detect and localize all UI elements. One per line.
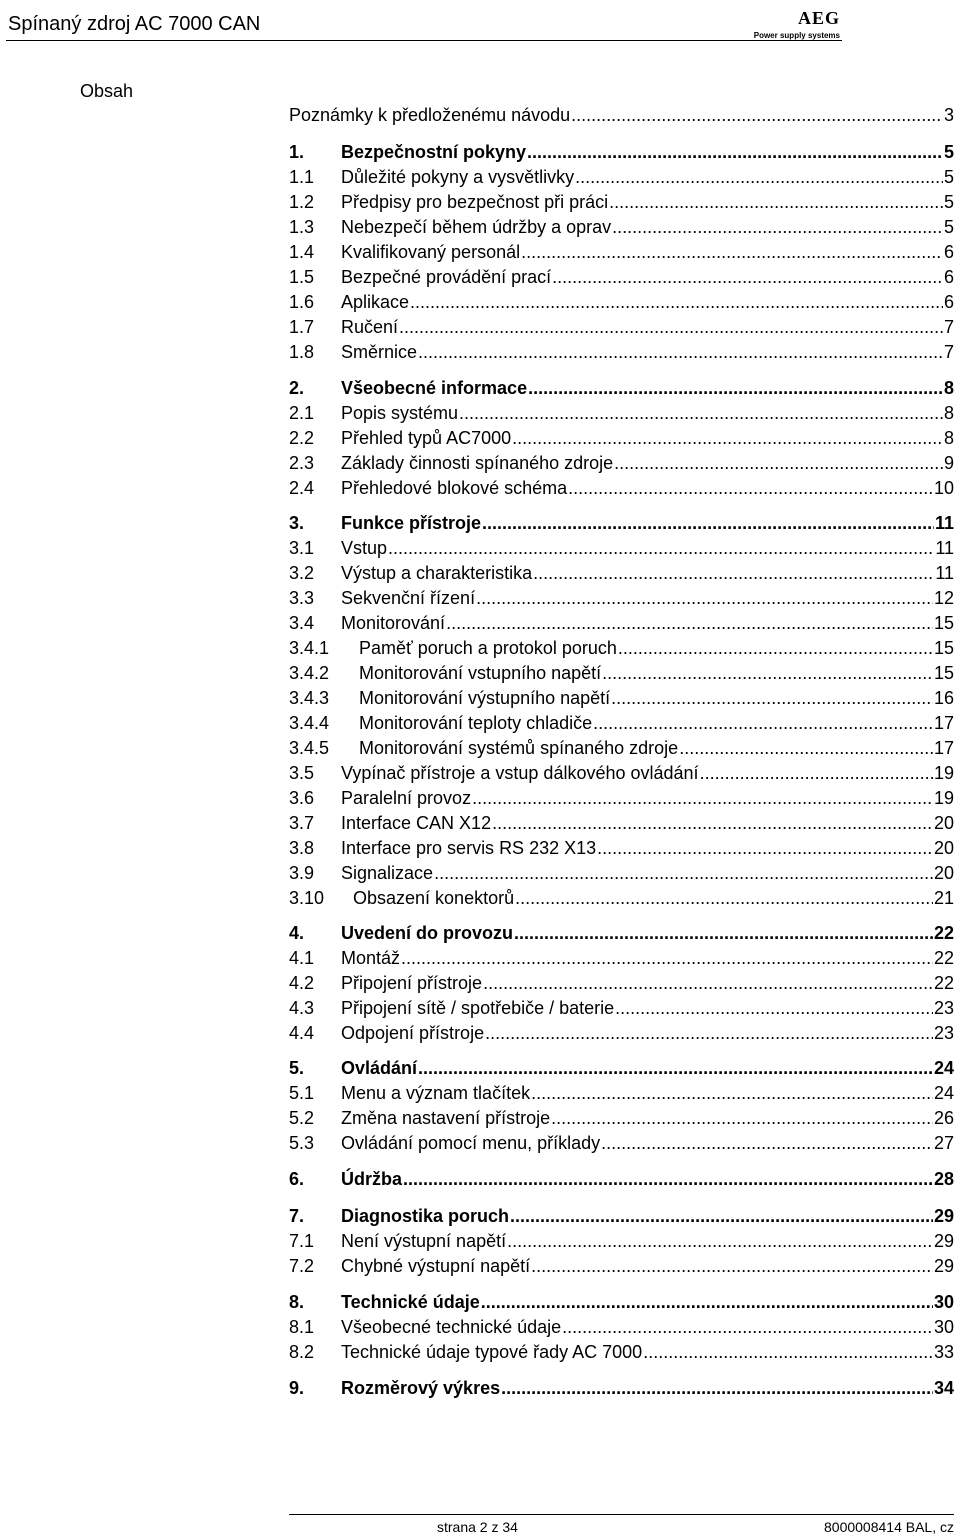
toc-entry-number: 1.6 xyxy=(289,292,315,312)
toc-entry-page: 27 xyxy=(933,1133,954,1153)
toc-entry-label: Výstup a charakteristika xyxy=(341,563,533,583)
toc-dot-leader xyxy=(611,686,933,710)
toc-entry[interactable] xyxy=(289,861,954,885)
toc-entry[interactable] xyxy=(289,315,954,339)
toc-entry-page: 10 xyxy=(933,478,954,498)
toc-entry-label: Připojení přístroje xyxy=(341,973,483,993)
toc-entry-page: 19 xyxy=(933,788,954,808)
toc-entry[interactable] xyxy=(289,1229,954,1253)
toc-dot-leader xyxy=(510,1204,933,1228)
toc-entry-number: 3.4.5 xyxy=(289,738,330,758)
toc-entry-page: 33 xyxy=(933,1342,954,1362)
page-header xyxy=(6,8,842,41)
toc-entry-label: Předpisy pro bezpečnost při práci xyxy=(341,192,609,212)
toc-entry[interactable] xyxy=(289,1021,954,1045)
toc-entry-label: Všeobecné informace xyxy=(341,378,528,398)
toc-dot-leader xyxy=(512,426,943,450)
toc-entry-label: Přehledové blokové schéma xyxy=(341,478,568,498)
toc-entry-page: 6 xyxy=(943,242,954,262)
toc-entry-label: Všeobecné technické údaje xyxy=(341,1317,562,1337)
toc-entry-number: 2.3 xyxy=(289,453,315,473)
toc-entry-number: 3.5 xyxy=(289,763,315,783)
toc-entry-number: 2. xyxy=(289,378,305,398)
toc-entry-label: Technické údaje typové řady AC 7000 xyxy=(341,1342,643,1362)
toc-entry-label: Ovládání xyxy=(341,1058,418,1078)
toc-dot-leader xyxy=(571,103,943,127)
toc-entry-label: Kvalifikovaný personál xyxy=(341,242,521,262)
toc-entry[interactable] xyxy=(289,451,954,475)
toc-entry-number: 1.7 xyxy=(289,317,315,337)
toc-dot-leader xyxy=(515,886,933,910)
toc-entry-page: 5 xyxy=(943,167,954,187)
toc-entry-page: 15 xyxy=(933,613,954,633)
toc-entry-number: 4.4 xyxy=(289,1023,315,1043)
toc-dot-leader xyxy=(568,476,933,500)
toc-entry-label: Interface CAN X12 xyxy=(341,813,492,833)
toc-dot-leader xyxy=(418,340,943,364)
toc-entry-number: 3.3 xyxy=(289,588,315,608)
toc-entry-label: Aplikace xyxy=(341,292,410,312)
toc-dot-leader xyxy=(679,736,933,760)
toc-entry[interactable] xyxy=(289,1081,954,1105)
toc-entry[interactable] xyxy=(289,971,954,995)
toc-entry-label: Sekvenční řízení xyxy=(341,588,476,608)
toc-dot-leader xyxy=(501,1376,933,1400)
toc-entry-page: 24 xyxy=(933,1083,954,1103)
toc-entry[interactable] xyxy=(289,511,954,535)
toc-entry-page: 6 xyxy=(943,267,954,287)
toc-entry-page: 20 xyxy=(933,838,954,858)
toc-entry-label: Vstup xyxy=(341,538,388,558)
toc-dot-leader xyxy=(562,1315,933,1339)
toc-entry-number: 5.1 xyxy=(289,1083,315,1103)
toc-dot-leader xyxy=(609,190,943,214)
toc-entry-page: 23 xyxy=(933,1023,954,1043)
toc-dot-leader xyxy=(418,1056,933,1080)
toc-entry-number: 7. xyxy=(289,1206,305,1226)
toc-entry[interactable] xyxy=(289,636,954,660)
toc-entry-label: Připojení sítě / spotřebiče / baterie xyxy=(341,998,615,1018)
toc-entry-page: 34 xyxy=(933,1378,954,1398)
toc-entry-label: Bezpečné provádění prací xyxy=(341,267,552,287)
toc-dot-leader xyxy=(643,1340,933,1364)
toc-dot-leader xyxy=(700,761,933,785)
toc-entry[interactable] xyxy=(289,1290,954,1314)
toc-entry[interactable] xyxy=(289,786,954,810)
toc-entry-label: Popis systému xyxy=(341,403,459,423)
toc-entry-number: 3.4 xyxy=(289,613,315,633)
toc-dot-leader xyxy=(597,836,933,860)
toc-entry-page: 8 xyxy=(943,403,954,423)
logo-mark: AEG xyxy=(797,8,840,28)
toc-entry-number: 1.1 xyxy=(289,167,315,187)
toc-entry-label: Změna nastavení přístroje xyxy=(341,1108,551,1128)
toc-entry-number: 3.4.4 xyxy=(289,713,330,733)
toc-entry[interactable] xyxy=(289,103,954,127)
toc-entry-label: Ovládání pomocí menu, příklady xyxy=(341,1133,601,1153)
toc-entry[interactable] xyxy=(289,1315,954,1339)
toc-entry-page: 24 xyxy=(933,1058,954,1078)
document-title: Spínaný zdroj AC 7000 CAN xyxy=(8,13,261,35)
toc-entry-number: 3.4.2 xyxy=(289,663,330,683)
toc-entry-label: Údržba xyxy=(341,1169,403,1189)
toc-entry-page: 22 xyxy=(933,973,954,993)
toc-dot-leader xyxy=(388,536,934,560)
toc-entry-label: Monitorování výstupního napětí xyxy=(359,688,611,708)
toc-entry-label: Přehled typů AC7000 xyxy=(341,428,512,448)
toc-entry-page: 29 xyxy=(933,1231,954,1251)
toc-entry-label: Bezpečnostní pokyny xyxy=(341,142,527,162)
toc-entry[interactable] xyxy=(289,290,954,314)
toc-entry-number: 1.8 xyxy=(289,342,315,362)
toc-entry-label: Ručení xyxy=(341,317,399,337)
toc-entry-page: 5 xyxy=(943,217,954,237)
toc-dot-leader xyxy=(514,921,933,945)
toc-dot-leader xyxy=(472,786,933,810)
toc-entry-number: 3.6 xyxy=(289,788,315,808)
toc-entry-page: 11 xyxy=(935,563,954,583)
page-footer xyxy=(0,1504,960,1536)
toc-entry-number: 4.3 xyxy=(289,998,315,1018)
toc-dot-leader xyxy=(401,946,933,970)
toc-entry-label: Uvedení do provozu xyxy=(341,923,514,943)
toc-entry-label: Není výstupní napětí xyxy=(341,1231,507,1251)
toc-dot-leader xyxy=(531,1254,933,1278)
toc-entry-label: Paměť poruch a protokol poruch xyxy=(359,638,617,658)
toc-entry-number: 3.8 xyxy=(289,838,315,858)
toc-entry-number: 9. xyxy=(289,1378,305,1398)
toc-entry-number: 8.2 xyxy=(289,1342,315,1362)
toc-dot-leader xyxy=(528,376,943,400)
toc-entry-number: 3.9 xyxy=(289,863,315,883)
toc-entry[interactable] xyxy=(289,476,954,500)
toc-entry-number: 5.2 xyxy=(289,1108,315,1128)
toc-entry-label: Monitorování vstupního napětí xyxy=(359,663,602,683)
toc-entry-page: 20 xyxy=(933,863,954,883)
toc-entry-page: 29 xyxy=(933,1256,954,1276)
toc-dot-leader xyxy=(492,811,933,835)
toc-entry-page: 5 xyxy=(943,142,954,162)
toc-entry-page: 15 xyxy=(933,663,954,683)
toc-dot-leader xyxy=(552,265,943,289)
toc-entry-page: 29 xyxy=(933,1206,954,1226)
toc-entry-label: Interface pro servis RS 232 X13 xyxy=(341,838,597,858)
toc-entry-label: Odpojení přístroje xyxy=(341,1023,485,1043)
toc-entry-label: Rozměrový výkres xyxy=(341,1378,501,1398)
toc-entry-number: 6. xyxy=(289,1169,305,1189)
toc-entry-number: 3.7 xyxy=(289,813,315,833)
toc-dot-leader xyxy=(434,861,933,885)
toc-entry-page: 17 xyxy=(933,713,954,733)
toc-entry-number: 5.3 xyxy=(289,1133,315,1153)
toc-entry-number: 8. xyxy=(289,1292,305,1312)
toc-entry-number: 1. xyxy=(289,142,305,162)
toc-dot-leader xyxy=(533,561,934,585)
logo-subtitle: Power supply systems xyxy=(753,31,840,40)
aeg-logo xyxy=(722,8,840,48)
toc-entry-page: 21 xyxy=(933,888,954,908)
toc-entry[interactable] xyxy=(289,1204,954,1228)
toc-dot-leader xyxy=(482,511,934,535)
toc-entry[interactable] xyxy=(289,586,954,610)
toc-dot-leader xyxy=(527,140,943,164)
toc-entry[interactable] xyxy=(289,165,954,189)
toc-entry[interactable] xyxy=(289,996,954,1020)
toc-dot-leader xyxy=(601,1131,933,1155)
toc-dot-leader xyxy=(531,1081,933,1105)
toc-dot-leader xyxy=(459,401,943,425)
document-id: 8000008414 BAL, cz xyxy=(824,1519,954,1535)
toc-entry-page: 5 xyxy=(943,192,954,212)
toc-entry[interactable] xyxy=(289,1056,954,1080)
toc-entry[interactable] xyxy=(289,426,954,450)
toc-entry-label: Nebezpečí během údržby a oprav xyxy=(341,217,612,237)
toc-entry-number: 1.5 xyxy=(289,267,315,287)
toc-entry-label: Směrnice xyxy=(341,342,418,362)
toc-entry-page: 3 xyxy=(943,105,954,125)
toc-entry[interactable] xyxy=(289,661,954,685)
toc-entry-page: 22 xyxy=(933,948,954,968)
toc-entry[interactable] xyxy=(289,611,954,635)
toc-entry-label: Menu a význam tlačítek xyxy=(341,1083,531,1103)
toc-entry-number: 1.2 xyxy=(289,192,315,212)
toc-entry-page: 9 xyxy=(943,453,954,473)
toc-dot-leader xyxy=(615,996,933,1020)
toc-entry[interactable] xyxy=(289,736,954,760)
toc-entry-number: 4. xyxy=(289,923,305,943)
toc-entry-number: 7.2 xyxy=(289,1256,315,1276)
toc-entry-label: Chybné výstupní napětí xyxy=(341,1256,531,1276)
toc-entry-number: 3. xyxy=(289,513,305,533)
toc-entry-label: Signalizace xyxy=(341,863,434,883)
toc-entry[interactable] xyxy=(289,265,954,289)
toc-entry-number: 5. xyxy=(289,1058,305,1078)
toc-entry-page: 23 xyxy=(933,998,954,1018)
toc-entry-number: 4.1 xyxy=(289,948,315,968)
toc-entry[interactable] xyxy=(289,536,954,560)
toc-entry[interactable] xyxy=(289,1376,954,1400)
toc-entry-number: 3.4.3 xyxy=(289,688,330,708)
toc-entry[interactable] xyxy=(289,686,954,710)
toc-entry[interactable] xyxy=(289,886,954,910)
toc-dot-leader xyxy=(446,611,933,635)
toc-entry-number: 3.1 xyxy=(289,538,315,558)
toc-dot-leader xyxy=(602,661,933,685)
toc-entry[interactable] xyxy=(289,240,954,264)
toc-entry-page: 7 xyxy=(943,317,954,337)
footer-rule xyxy=(289,1514,954,1515)
toc-dot-leader xyxy=(410,290,943,314)
toc-entry[interactable] xyxy=(289,761,954,785)
toc-entry-page: 8 xyxy=(943,428,954,448)
toc-entry-page: 20 xyxy=(933,813,954,833)
toc-entry-number: 8.1 xyxy=(289,1317,315,1337)
toc-dot-leader xyxy=(614,451,943,475)
toc-entry[interactable] xyxy=(289,921,954,945)
toc-dot-leader xyxy=(612,215,943,239)
toc-entry-label: Monitorování xyxy=(341,613,446,633)
toc-dot-leader xyxy=(507,1229,933,1253)
toc-dot-leader xyxy=(593,711,933,735)
toc-entry-label: Monitorování systémů spínaného zdroje xyxy=(359,738,679,758)
toc-entry-page: 11 xyxy=(934,513,954,533)
toc-entry-page: 19 xyxy=(933,763,954,783)
toc-entry[interactable] xyxy=(289,561,954,585)
toc-entry-label: Základy činnosti spínaného zdroje xyxy=(341,453,614,473)
toc-entry-page: 7 xyxy=(943,342,954,362)
toc-entry[interactable] xyxy=(289,711,954,735)
toc-entry-label: Monitorování teploty chladiče xyxy=(359,713,593,733)
toc-dot-leader xyxy=(403,1167,933,1191)
toc-entry[interactable] xyxy=(289,1167,954,1191)
toc-entry[interactable] xyxy=(289,1254,954,1278)
toc-entry-number: 3.4.1 xyxy=(289,638,330,658)
toc-entry-label: Funkce přístroje xyxy=(341,513,482,533)
toc-entry[interactable] xyxy=(289,1106,954,1130)
page-number: strana 2 z 34 xyxy=(437,1519,518,1535)
toc-entry[interactable] xyxy=(289,946,954,970)
toc-entry-number: 4.2 xyxy=(289,973,315,993)
toc-entry-number: 7.1 xyxy=(289,1231,315,1251)
toc-entry-page: 30 xyxy=(933,1292,954,1312)
toc-entry-page: 8 xyxy=(943,378,954,398)
toc-entry[interactable] xyxy=(289,1340,954,1364)
toc-entry-label: Obsazení konektorů xyxy=(353,888,515,908)
toc-entry-label: Montáž xyxy=(341,948,401,968)
toc-entry[interactable] xyxy=(289,215,954,239)
toc-entry-label: Důležité pokyny a vysvětlivky xyxy=(341,167,575,187)
toc-dot-leader xyxy=(481,1290,933,1314)
toc-entry-page: 12 xyxy=(933,588,954,608)
toc-entry[interactable] xyxy=(289,1131,954,1155)
toc-entry-number: 1.3 xyxy=(289,217,315,237)
section-title: Obsah xyxy=(80,81,134,101)
toc-entry-page: 22 xyxy=(933,923,954,943)
toc-dot-leader xyxy=(483,971,933,995)
toc-entry-number: 2.2 xyxy=(289,428,315,448)
toc-entry-page: 28 xyxy=(933,1169,954,1189)
toc-entry[interactable] xyxy=(289,811,954,835)
toc-entry[interactable] xyxy=(289,836,954,860)
toc-entry-number: 3.2 xyxy=(289,563,315,583)
toc-entry-page: 26 xyxy=(933,1108,954,1128)
toc-dot-leader xyxy=(485,1021,933,1045)
toc-entry-page: 16 xyxy=(933,688,954,708)
toc-entry[interactable] xyxy=(289,401,954,425)
toc-entry-label: Vypínač přístroje a vstup dálkového ovládání xyxy=(341,763,699,783)
toc-entry-page: 15 xyxy=(933,638,954,658)
toc-entry-label: Poznámky k předloženému návodu xyxy=(289,105,571,125)
toc-entry-number: 2.4 xyxy=(289,478,315,498)
toc-entry[interactable] xyxy=(289,190,954,214)
toc-entry-number: 3.10 xyxy=(289,888,325,908)
toc-entry[interactable] xyxy=(289,340,954,364)
toc-entry-page: 6 xyxy=(943,292,954,312)
toc-entry[interactable] xyxy=(289,140,954,164)
toc-entry-page: 11 xyxy=(935,538,954,558)
toc-entry-number: 1.4 xyxy=(289,242,315,262)
toc-entry-label: Paralelní provoz xyxy=(341,788,472,808)
toc-dot-leader xyxy=(575,165,943,189)
toc-dot-leader xyxy=(618,636,933,660)
toc-dot-leader xyxy=(399,315,943,339)
toc-dot-leader xyxy=(551,1106,933,1130)
toc-entry-page: 17 xyxy=(933,738,954,758)
toc-entry[interactable] xyxy=(289,376,954,400)
toc-dot-leader xyxy=(521,240,943,264)
toc-entry-label: Diagnostika poruch xyxy=(341,1206,510,1226)
toc-entry-number: 2.1 xyxy=(289,403,315,423)
toc-entry-page: 30 xyxy=(933,1317,954,1337)
toc-entry-label: Technické údaje xyxy=(341,1292,480,1312)
toc-dot-leader xyxy=(476,586,933,610)
